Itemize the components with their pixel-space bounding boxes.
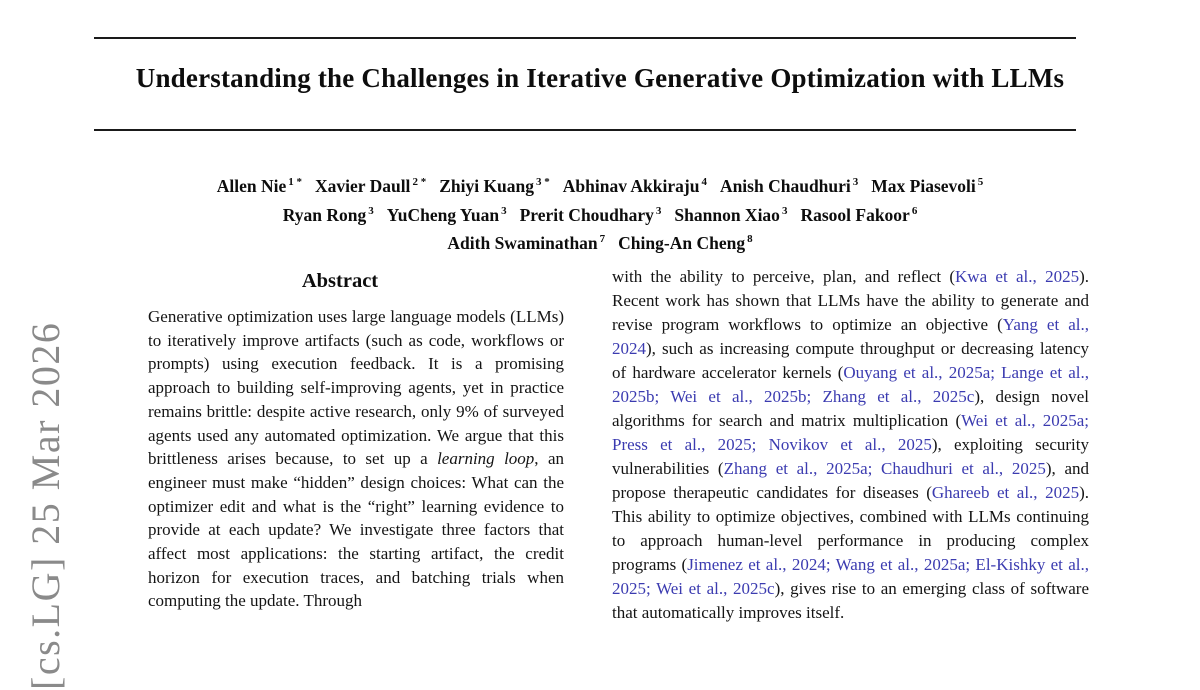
affiliation-superscript: 3 * (536, 176, 550, 188)
text-segment: Anish Chaudhuri (719, 176, 851, 196)
text-segment: Abhinav Akkiraju (562, 176, 700, 196)
text-segment: learning loop (437, 449, 535, 469)
citation-link[interactable]: Ouyang et al., 2025a; Lange et al., 2025b; Wei et al., 2025b; Zhang et al., 2025c (612, 363, 1089, 406)
affiliation-superscript: 8 (747, 233, 753, 245)
text-segment: ), such as increasing compute throughput or decreasing latency of hardware accelerator kernels ( (612, 339, 1089, 382)
text-segment: Generative optimization uses large language models (LLMs) to iteratively improve artifacts (such as code, workflows or prompts) using execution feedback. It is a promising approach to building self-improving agents, yet in practice remains brittle: despite active research, only 9% of surveyed agents used any automated optimization. We argue that this brittleness arises because, to set up a (148, 307, 564, 469)
author-line-3 (0, 227, 1200, 256)
affiliation-superscript: 3 (781, 204, 788, 217)
affiliation-superscript: 5 (977, 176, 984, 188)
text-segment: with the ability to perceive, plan, and reflect ( (612, 267, 956, 286)
top-rule (94, 37, 1076, 39)
text-segment: , an engineer must make “hidden” design choices: What can the optimizer edit and what is the “right” learning evidence to provide at each update? We investigate three factors that affect most applications: the starting artifact, the credit horizon for execution traces, and batching trials when computing the update. Through (148, 449, 564, 611)
citation-link[interactable]: Jimenez et al., 2024; Wang et al., 2025a; El-Kishky et al., 2025; Wei et al., 2025c (612, 555, 1089, 598)
text-segment: ), exploiting security vulnerabilities ( (612, 435, 1089, 478)
affiliation-superscript: 3 (501, 204, 507, 217)
text-segment: Zhiyi Kuang (439, 176, 535, 196)
title-rule (94, 129, 1076, 131)
abstract-paragraph (148, 305, 564, 613)
paper-title: Understanding the Challenges in Iterative Generative Optimization with LLMs (135, 63, 1065, 93)
affiliation-superscript: 6 (911, 204, 918, 217)
affiliation-superscript: 4 (701, 176, 707, 188)
arxiv-category-stamp: [cs.LG] 25 Mar 2026 (23, 321, 68, 690)
citation-link[interactable]: Zhang et al., 2025a; Chaudhuri et al., 2025 (723, 459, 1046, 478)
text-segment: ), and propose therapeutic candidates for diseases ( (612, 459, 1089, 502)
text-segment: Ryan Rong (282, 204, 367, 225)
text-segment: ). This ability to optimize objectives, combined with LLMs continuing to approach human-level performance in producing complex programs ( (612, 483, 1089, 574)
affiliation-superscript: 7 (599, 233, 606, 245)
text-segment: Xavier Daull (314, 176, 411, 196)
affiliation-superscript: 2 * (412, 176, 427, 188)
text-segment: YuCheng Yuan (386, 204, 500, 225)
citation-link[interactable]: Ghareeb et al., 2025 (931, 483, 1080, 502)
abstract-heading: Abstract (301, 270, 379, 292)
author-line-1 (0, 170, 1200, 199)
citation-link[interactable]: Yang et al., 2024 (612, 315, 1089, 358)
text-segment: Rasool Fakoor (800, 204, 910, 225)
text-segment: Adith Swaminathan (447, 233, 598, 253)
author-line-2 (0, 199, 1200, 228)
affiliation-superscript: 3 (655, 204, 662, 217)
introduction-paragraph (612, 265, 1089, 625)
text-segment: ). Recent work has shown that LLMs have the ability to generate and revise program workflows to optimize an objective ( (612, 267, 1089, 334)
citation-link[interactable]: Wei et al., 2025a; Press et al., 2025; Novikov et al., 2025 (612, 411, 1089, 454)
affiliation-superscript: 1 * (288, 176, 302, 188)
citation-link[interactable]: Kwa et al., 2025 (955, 267, 1080, 286)
affiliation-superscript: 3 (852, 176, 859, 188)
text-segment: ), gives rise to an emerging class of software that automatically improves itself. (612, 579, 1089, 622)
affiliation-superscript: 3 (368, 204, 374, 217)
text-segment: Ching-An Cheng (618, 233, 746, 253)
text-segment: Shannon Xiao (674, 204, 780, 225)
text-segment: Allen Nie (216, 176, 287, 196)
text-segment: ), design novel algorithms for search and matrix multiplication ( (612, 387, 1089, 430)
text-segment: Max Piasevoli (871, 176, 976, 196)
author-block (0, 170, 1200, 256)
text-segment: Prerit Choudhary (519, 204, 654, 225)
